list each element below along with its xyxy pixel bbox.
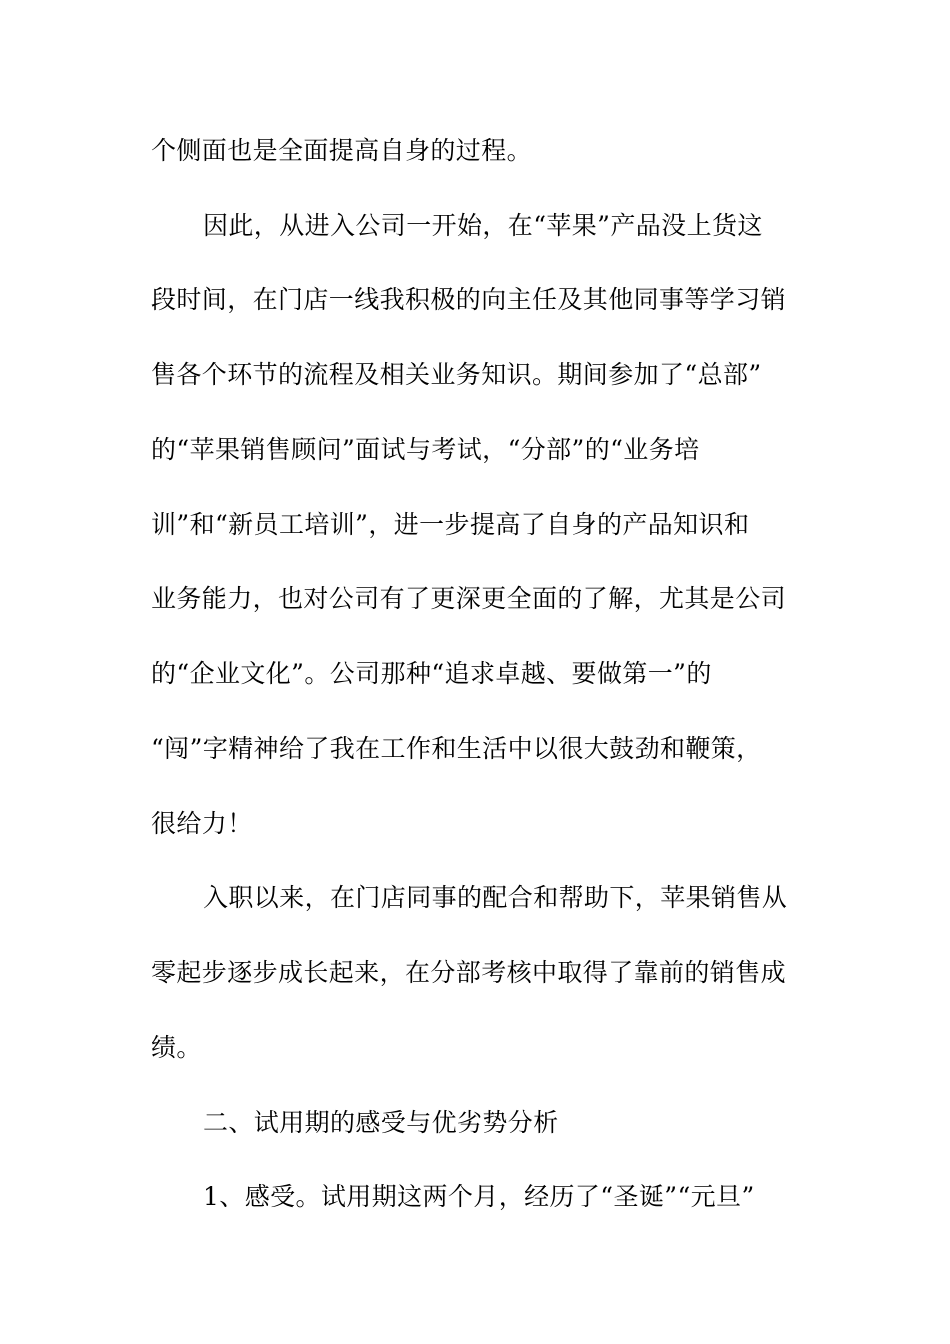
text-line: 很给力！ (151, 809, 253, 838)
text-line: 绩。 (151, 1033, 202, 1062)
text-line: 入职以来，在门店同事的配合和帮助下，苹果销售从 (203, 883, 788, 912)
text-line: “闯”字精神给了我在工作和生活中以很大鼓劲和鞭策， (151, 734, 762, 763)
text-line: 业务能力，也对公司有了更深更全面的了解，尤其是公司 (151, 584, 787, 613)
text-line: 个侧面也是全面提高自身的过程。 (151, 136, 533, 165)
text-line: 零起步逐步成长起来，在分部考核中取得了靠前的销售成 (151, 958, 787, 987)
text-line: 的“苹果销售顾问”面试与考试，“分部”的“业务培 (151, 435, 700, 464)
section-heading: 二、试用期的感受与优劣势分析 (203, 1108, 559, 1137)
text-line: 段时间，在门店一线我积极的向主任及其他同事等学习销 (151, 285, 787, 314)
text-line: 训”和“新员工培训”，进一步提高了自身的产品知识和 (151, 510, 750, 539)
text-line: 1、感受。试用期这两个月，经历了“圣诞”“元旦” (203, 1182, 755, 1211)
text-line: 的“企业文化”。公司那种“追求卓越、要做第一”的 (151, 659, 712, 688)
text-line: 因此，从进入公司一开始，在“苹果”产品没上货这 (203, 211, 763, 240)
text-line: 售各个环节的流程及相关业务知识。期间参加了“总部” (151, 360, 762, 389)
